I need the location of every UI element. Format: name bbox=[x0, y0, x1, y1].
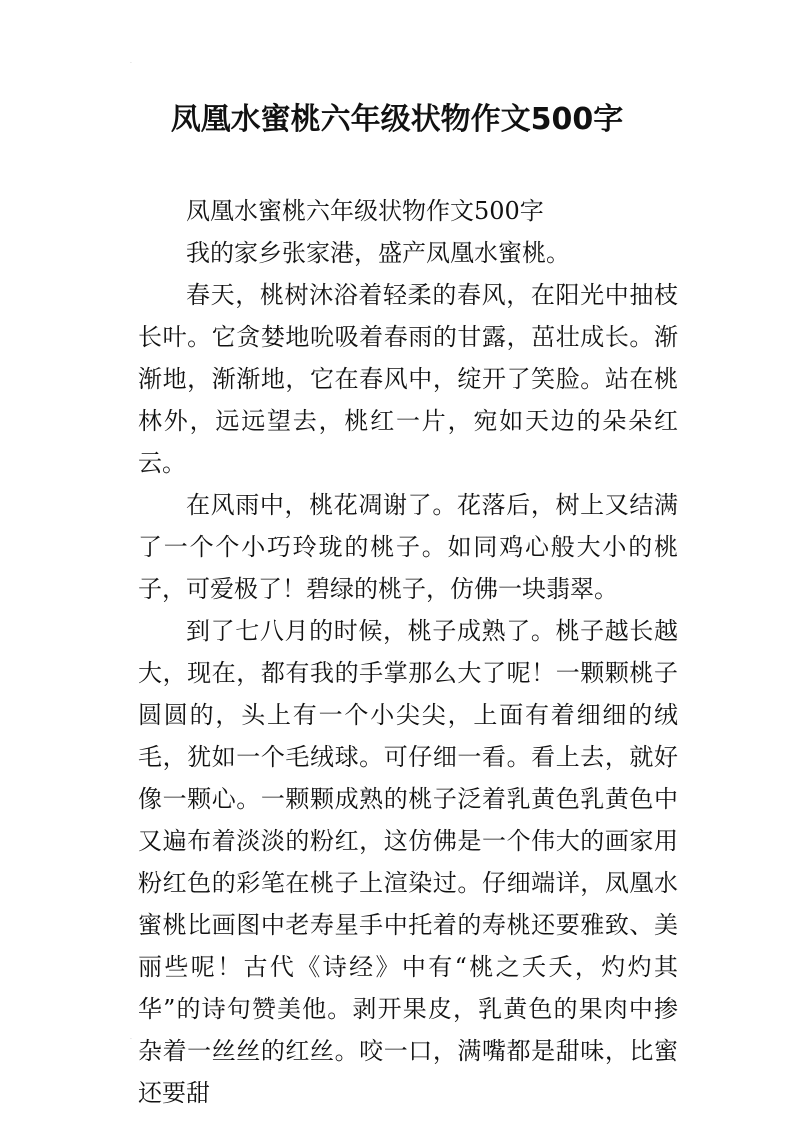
paragraph-intro: 我的家乡张家港，盛产凤凰水蜜桃。 bbox=[186, 239, 570, 267]
paragraph-heading: 凤凰水蜜桃六年级状物作文500字 bbox=[186, 197, 544, 225]
corner-mark-bottom: · bbox=[130, 1036, 132, 1043]
paragraph-fruit: 在风雨中，桃花凋谢了。花落后，树上又结满了一个个小巧玲珑的桃子。如同鸡心般大小的桃子，可爱极了！碧绿的桃子，仿佛一块翡翠。 bbox=[138, 491, 678, 603]
document-body bbox=[138, 190, 678, 1114]
corner-mark-top: · bbox=[130, 60, 132, 67]
document-title: 凤凰水蜜桃六年级状物作文500字 bbox=[170, 102, 624, 137]
paragraph-spring: 春天，桃树沐浴着轻柔的春风，在阳光中抽枝长叶。它贪婪地吮吸着春雨的甘露，茁壮成长。渐渐地，渐渐地，它在春风中，绽开了笑脸。站在桃林外，远远望去，桃红一片，宛如天边的朵朵红云。 bbox=[138, 281, 678, 477]
paragraph-ripe: 到了七八月的时候，桃子成熟了。桃子越长越大，现在，都有我的手掌那么大了呢！一颗颗桃子圆圆的，头上有一个小尖尖，上面有着细细的绒毛，犹如一个毛绒球。可仔细一看。看上去，就好像一颗心。一颗颗成熟的桃子泛着乳黄色乳黄色中又遍布着淡淡的粉红，这仿佛是一个伟大的画家用粉红色的彩笔在桃子上渲染过。仔细端详，凤凰水蜜桃比画图中老寿星手中托着的寿桃还要雅致、美丽些呢！古代《诗经》中有“桃之夭夭，灼灼其华”的诗句赞美他。剥开果皮，乳黄色的果肉中掺杂着一丝丝的红丝。咬一口，满嘴都是甜味，比蜜还要甜 bbox=[138, 617, 678, 1107]
